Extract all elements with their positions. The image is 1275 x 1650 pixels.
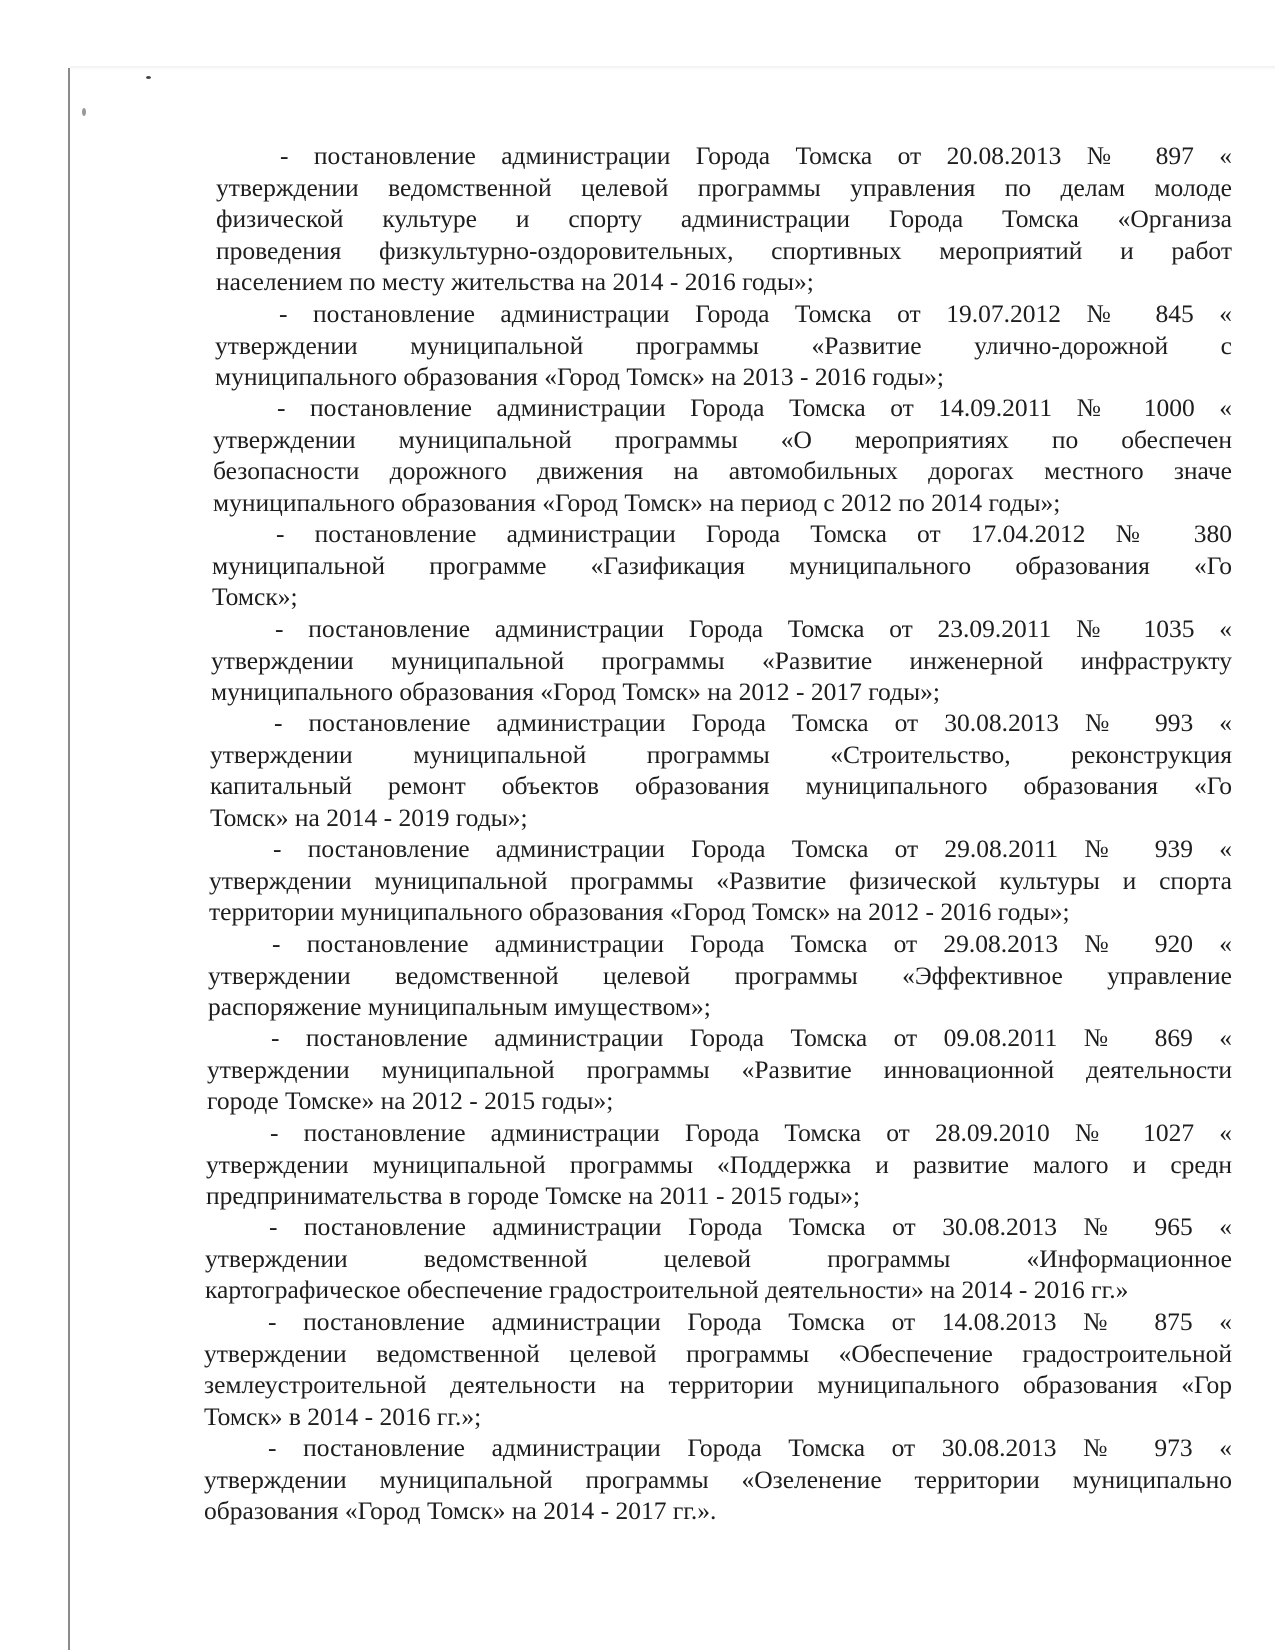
list-item-line: муниципальной программе «Газификация муниципального образования «Го [212, 550, 1232, 580]
list-item-line: распоряжение муниципальным имуществом»; [208, 992, 711, 1021]
scan-top-shadow [70, 66, 1275, 70]
list-item [211, 613, 1232, 708]
list-item [207, 1022, 1232, 1117]
list-item-line: муниципального образования «Город Томск» на 2012 - 2017 годы»; [211, 677, 940, 706]
list-item-lead-line: - постановление администрации Города Томска от 19.07.2012 № 845 « [279, 299, 1232, 328]
list-item-line: предпринимательства в городе Томске на 2011 - 2015 годы»; [206, 1181, 861, 1210]
list-item-lead-line: - постановление администрации Города Томска от 09.08.2011 № 869 « [271, 1023, 1232, 1052]
list-item [213, 392, 1232, 518]
list-item-line: муниципального образования «Город Томск» на 2013 - 2016 годы»; [215, 362, 944, 391]
list-item-line: утверждении муниципальной программы «Поддержка и развитие малого и средн [206, 1149, 1232, 1179]
list-item-line: безопасности дорожного движения на автомобильных дорогах местного значе [213, 456, 1232, 485]
scan-speck [146, 76, 151, 79]
list-item [216, 140, 1232, 298]
list-item [215, 298, 1232, 393]
list-item-line: утверждении ведомственной целевой программы «Информационное [205, 1243, 1232, 1273]
list-item-line: утверждении муниципальной программы «Развитие инновационной деятельности [207, 1054, 1232, 1084]
list-item-line: утверждении муниципальной программы «О мероприятиях по обеспечен [213, 424, 1232, 454]
list-item [204, 1432, 1232, 1527]
list-item-line: проведения физкультурно-оздоровительных, спортивных мероприятий и работ [216, 235, 1232, 265]
list-item-line: капитальный ремонт объектов образования муниципального образования «Го [210, 771, 1232, 800]
list-item-line: территории муниципального образования «Город Томск» на 2012 - 2016 годы»; [209, 897, 1070, 926]
list-item-lead-line: - постановление администрации Города Томска от 30.08.2013 № 965 « [269, 1212, 1232, 1241]
list-item-line: образования «Город Томск» на 2014 - 2017 гг.». [204, 1496, 717, 1525]
scan-speck [82, 108, 86, 116]
list-item-line: Томск» на 2014 - 2019 годы»; [210, 802, 528, 832]
list-item-line: утверждении муниципальной программы «Озеленение территории муниципально [204, 1464, 1232, 1494]
list-item-line: утверждении муниципальной программы «Развитие улично-дорожной с [215, 330, 1232, 360]
list-item-line: населением по месту жительства на 2014 - 2016 годы»; [216, 267, 814, 296]
list-item [210, 707, 1232, 833]
list-item-line: физической культуре и спорту администрации Города Томска «Организа [216, 204, 1232, 233]
list-item-line: утверждении ведомственной целевой программы «Обеспечение градостроительной [204, 1338, 1232, 1368]
document-body [0, 140, 1275, 1650]
list-item-line: Томск» в 2014 - 2016 гг.»; [204, 1401, 482, 1431]
list-item-lead-line: - постановление администрации Города Томска от 14.08.2013 № 875 « [268, 1307, 1232, 1336]
list-item-lead-line: - постановление администрации Города Томска от 29.08.2011 № 939 « [273, 834, 1232, 863]
list-item-line: землеустроительной деятельности на территории муниципального образования «Гор [204, 1370, 1232, 1399]
list-item-lead-line: - постановление администрации Города Томска от 29.08.2013 № 920 « [272, 929, 1232, 958]
list-item-lead-line: - постановление администрации Города Томска от 14.09.2011 № 1000 « [277, 393, 1232, 422]
list-item [204, 1306, 1232, 1432]
list-item-line: картографическое обеспечение градостроительной деятельности» на 2014 - 2016 гг.» [205, 1275, 1129, 1304]
list-item-line: утверждении муниципальной программы «Строительство, реконструкция [210, 739, 1232, 769]
list-item-lead-line: - постановление администрации Города Томска от 28.09.2010 № 1027 « [270, 1118, 1232, 1147]
list-item-line: городе Томске» на 2012 - 2015 годы»; [207, 1086, 614, 1115]
list-item-lead-line: - постановление администрации Города Томска от 30.08.2013 № 993 « [274, 708, 1232, 737]
list-item-lead-line: - постановление администрации Города Томска от 30.08.2013 № 973 « [268, 1433, 1232, 1462]
list-item [206, 1117, 1232, 1212]
list-item-line: утверждении ведомственной целевой программы «Эффективное управление [208, 960, 1232, 990]
list-item [209, 833, 1232, 928]
list-item-lead-line: - постановление администрации Города Томска от 23.09.2011 № 1035 « [275, 614, 1232, 643]
list-item-line: утверждении ведомственной целевой программы управления по делам молоде [216, 172, 1232, 202]
list-item-line: утверждении муниципальной программы «Развитие физической культуры и спорта [209, 865, 1232, 895]
list-item-line: утверждении муниципальной программы «Развитие инженерной инфраструкту [211, 645, 1232, 675]
list-item-line: муниципального образования «Город Томск» на период с 2012 по 2014 годы»; [213, 487, 1061, 517]
list-item-line: Томск»; [212, 582, 298, 611]
list-item-lead-line: - постановление администрации Города Томска от 17.04.2012 № 380 [276, 519, 1232, 548]
list-item [212, 518, 1232, 613]
list-item [205, 1211, 1232, 1306]
list-item [208, 928, 1232, 1023]
list-item-lead-line: - постановление администрации Города Томска от 20.08.2013 № 897 « [280, 141, 1232, 170]
